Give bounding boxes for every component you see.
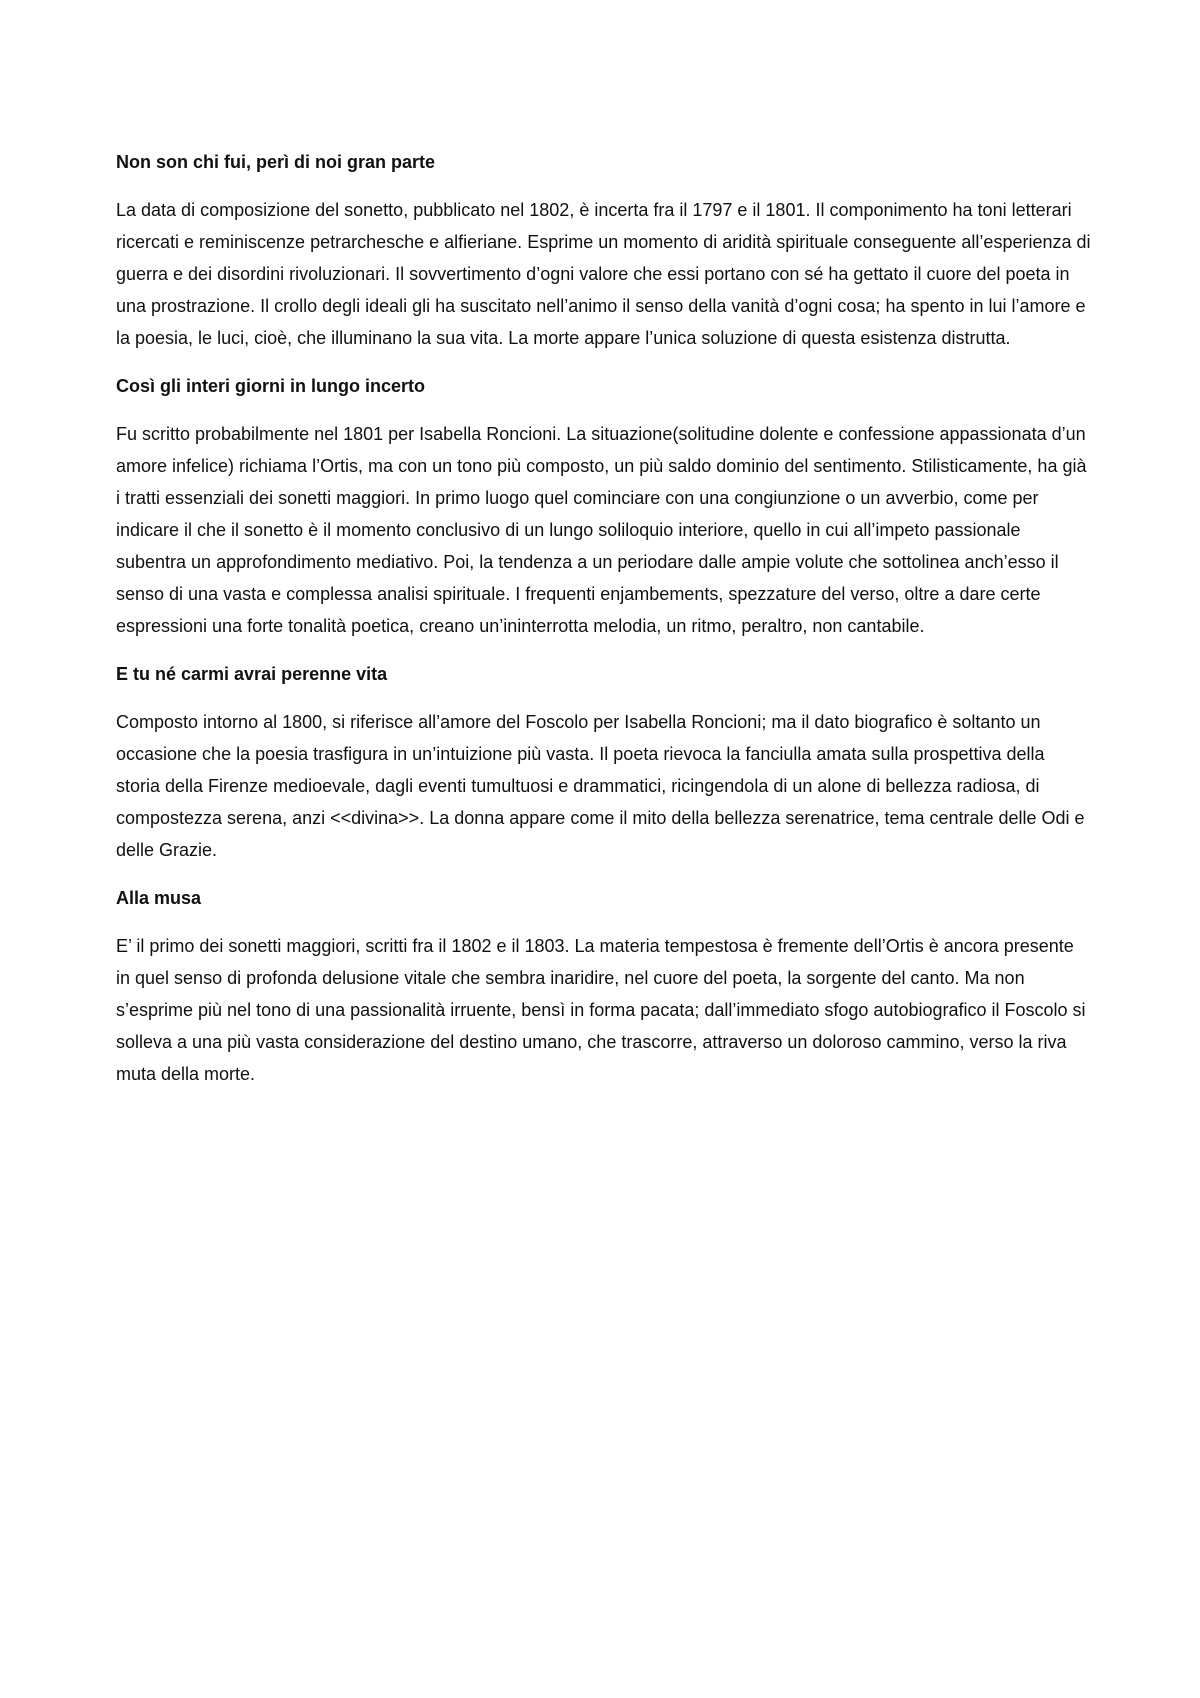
section-heading: Così gli interi giorni in lungo incerto (116, 376, 425, 396)
section-heading: E tu né carmi avrai perenne vita (116, 664, 388, 684)
section-1 (116, 146, 1091, 354)
section-heading: Non son chi fui, perì di noi gran parte (116, 152, 436, 172)
document-content (116, 146, 1091, 1106)
section-heading: Alla musa (116, 888, 202, 908)
section-paragraph: Composto intorno al 1800, si riferisce all’amore del Foscolo per Isabella Roncioni; ma il dato biografico è soltanto un occasione che la poesia trasfigura in un’intuizione più vasta. Il poeta rievoca la fanciulla amata sulla prospettiva della storia della Firenze medioevale, dagli eventi tumultuosi e drammatici, ricingendola di un alone di bellezza radiosa, di compostezza serena, anzi <<divina>>. La donna appare come il mito della bellezza serenatrice, tema centrale delle Odi e delle Grazie. (116, 712, 1085, 860)
section-3 (116, 658, 1091, 866)
section-paragraph: Fu scritto probabilmente nel 1801 per Isabella Roncioni. La situazione(solitudine dolente e confessione appassionata d’un amore infelice) richiama l’Ortis, ma con un tono più composto, un più saldo dominio del sentimento. Stilisticamente, ha già i tratti essenziali dei sonetti maggiori. In primo luogo quel cominciare con una congiunzione o un avverbio, come per indicare il che il sonetto è il momento conclusivo di un lungo soliloquio interiore, quello in cui all’impeto passionale subentra un approfondimento mediativo. Poi, la tendenza a un periodare dalle ampie volute che sottolinea anch’esso il senso di una vasta e complessa analisi spirituale. I frequenti enjambements, spezzature del verso, oltre a dare certe espressioni una forte tonalità poetica, creano un’ininterrotta melodia, un ritmo, peraltro, non cantabile. (116, 424, 1087, 636)
section-2 (116, 370, 1091, 642)
section-paragraph: La data di composizione del sonetto, pubblicato nel 1802, è incerta fra il 1797 e il 1801. Il componimento ha toni letterari ricercati e reminiscenze petrarchesche e alfieriane. Esprime un momento di aridità spirituale conseguente all’esperienza di guerra e dei disordini rivoluzionari. Il sovvertimento d’ogni valore che essi portano con sé ha gettato il cuore del poeta in una prostrazione. Il crollo degli ideali gli ha suscitato nell’animo il senso della vanità d’ogni cosa; ha spento in lui l’amore e la poesia, le luci, cioè, che illuminano la sua vita. La morte appare l’unica soluzione di questa esistenza distrutta. (116, 200, 1091, 348)
section-4 (116, 882, 1091, 1090)
section-paragraph: E’ il primo dei sonetti maggiori, scritti fra il 1802 e il 1803. La materia tempestosa è fremente dell’Ortis è ancora presente in quel senso di profonda delusione vitale che sembra inaridire, nel cuore del poeta, la sorgente del canto. Ma non s’esprime più nel tono di una passionalità irruente, bensì in forma pacata; dall’immediato sfogo autobiografico il Foscolo si solleva a una più vasta considerazione del destino umano, che trascorre, attraverso un doloroso cammino, verso la riva muta della morte. (116, 936, 1086, 1084)
